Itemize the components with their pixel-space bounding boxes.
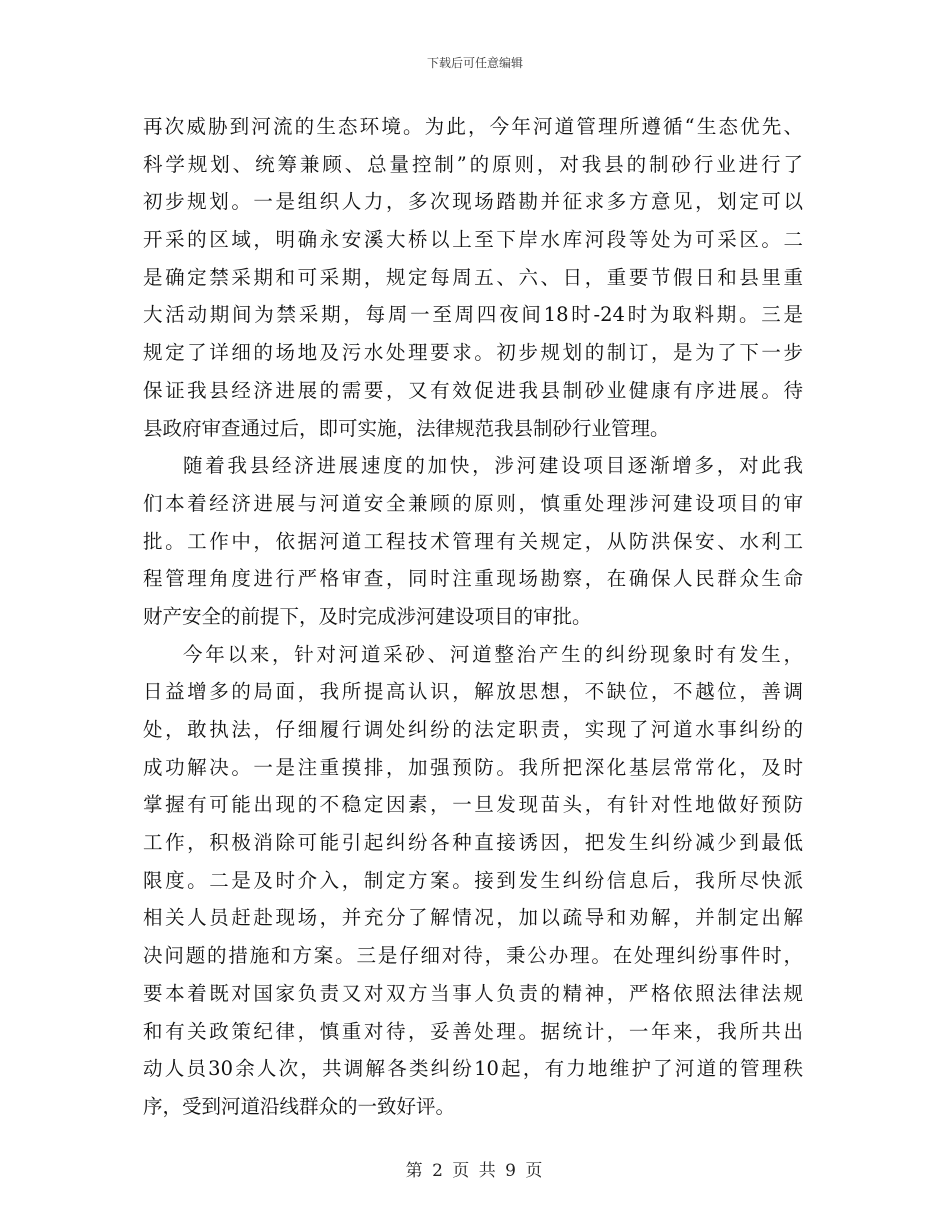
paragraph xyxy=(143,447,803,635)
text-line: 批。工作中，依据河道工程技术管理有关规定，从防洪保安、水利工 xyxy=(143,529,803,553)
text-line: 和有关政策纪律，慎重对待，妥善处理。据统计，一年来，我所共出 xyxy=(143,1019,803,1043)
text-line: 今年以来，针对河道采砂、河道整治产生的纠纷现象时有发生， xyxy=(183,642,803,666)
text-line: 处，敢执法，仔细履行调处纠纷的法定职责，实现了河道水事纠纷的 xyxy=(143,718,803,741)
text-line: 们本着经济进展与河道安全兼顾的原则，慎重处理涉河建设项目的审 xyxy=(143,491,803,515)
text-line: 序，受到河道沿线群众的一致好评。 xyxy=(143,1094,456,1118)
text-line: 掌握有可能出现的不稳定因素，一旦发现苗头，有针对性地做好预防 xyxy=(143,793,803,817)
text-line: 保证我县经济进展的需要，又有效促进我县制砂业健康有序进展。待 xyxy=(143,378,803,402)
page-header: 下载后可任意编辑 xyxy=(426,56,523,70)
text-line: 日益增多的局面，我所提高认识，解放思想，不缺位，不越位，善调 xyxy=(143,680,803,704)
text-line: 程管理角度进行严格审查，同时注重现场勘察，在确保人民群众生命 xyxy=(143,567,803,591)
text-line: 动人员30余人次，共调解各类纠纷10起，有力地维护了河道的管理秩 xyxy=(143,1057,803,1081)
text-line: 工作，积极消除可能引起纠纷各种直接诱因，把发生纠纷减少到最低 xyxy=(143,831,803,855)
text-line: 是确定禁采期和可采期，规定每周五、六、日，重要节假日和县里重 xyxy=(143,265,803,289)
document-body xyxy=(143,108,803,1126)
text-line: 相关人员赶赴现场，并充分了解情况，加以疏导和劝解，并制定出解 xyxy=(143,906,803,930)
text-line: 决问题的措施和方案。三是仔细对待，秉公办理。在处理纠纷事件时， xyxy=(143,944,803,968)
text-line: 规定了详细的场地及污水处理要求。初步规划的制订，是为了下一步 xyxy=(143,341,803,365)
text-line: 财产安全的前提下，及时完成涉河建设项目的审批。 xyxy=(143,604,592,628)
paragraph xyxy=(143,108,803,447)
text-line: 县政府审查通过后，即可实施，法律规范我县制砂行业管理。 xyxy=(143,416,670,440)
paragraph xyxy=(143,636,803,1126)
text-line: 成功解决。一是注重摸排，加强预防。我所把深化基层常常化，及时 xyxy=(143,755,803,779)
text-line: 再次威胁到河流的生态环境。为此，今年河道管理所遵循“生态优先、 xyxy=(143,115,803,138)
text-line: 科学规划、统筹兼顾、总量控制”的原则，对我县的制砂行业进行了 xyxy=(143,152,803,176)
text-line: 初步规划。一是组织人力，多次现场踏勘并征求多方意见，划定可以 xyxy=(143,190,803,214)
page-footer: 第 2 页 共 9 页 xyxy=(405,1161,545,1181)
text-line: 大活动期间为禁采期，每周一至周四夜间18时-24时为取料期。三是 xyxy=(143,303,803,327)
text-line: 限度。二是及时介入，制定方案。接到发生纠纷信息后，我所尽快派 xyxy=(143,868,803,892)
text-line: 随着我县经济进展速度的加快，涉河建设项目逐渐增多，对此我 xyxy=(183,454,803,478)
text-line: 开采的区域，明确永安溪大桥以上至下岸水库河段等处为可采区。二 xyxy=(143,228,803,252)
text-line: 要本着既对国家负责又对双方当事人负责的精神，严格依照法律法规 xyxy=(143,981,803,1005)
